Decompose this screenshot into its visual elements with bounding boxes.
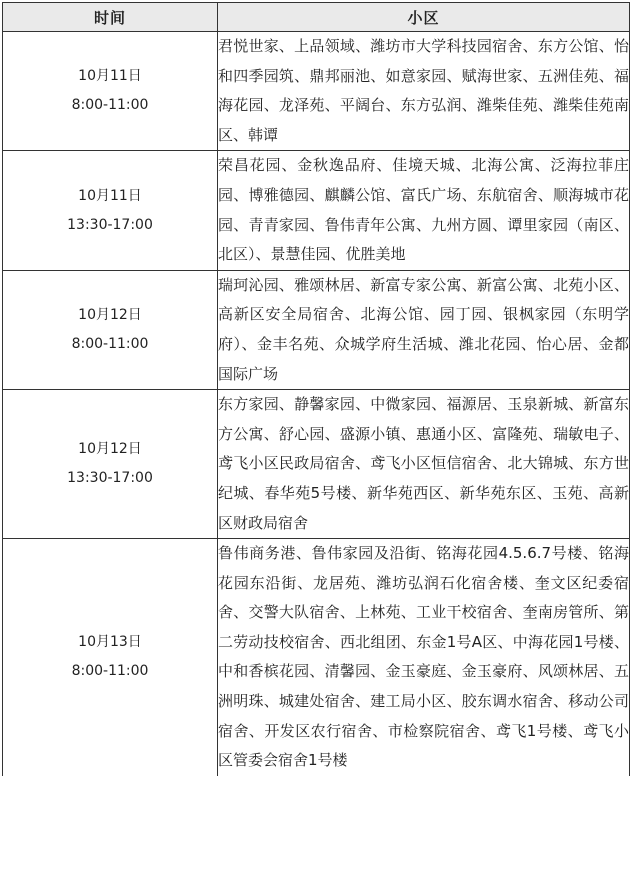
date-text: 10月12日 <box>78 306 142 323</box>
table-row <box>3 151 630 270</box>
table-row <box>3 539 630 776</box>
area-cell: 鲁伟商务港、鲁伟家园及沿街、铭海花园4.5.6.7号楼、铭海花园东沿街、龙居苑、潍坊弘润石化宿舍楼、奎文区纪委宿舍、交警大队宿舍、上林苑、工业干校宿舍、奎南房管所、第二劳动技校宿舍、西北组团、东金1号A区、中海花园1号楼、中和香槟花园、清馨园、金玉豪庭、金玉豪府、风颂林居、五洲明珠、城建处宿舍、建工局小区、胶东调水宿舍、移动公司宿舍、开发区农行宿舍、市检察院宿舍、鸢飞1号楼、鸢飞小区管委会宿舍1号楼 <box>218 539 630 776</box>
time-cell <box>3 270 218 389</box>
hours-text: 8:00-11:00 <box>71 97 149 114</box>
table-row <box>3 32 630 151</box>
hours-text: 8:00-11:00 <box>71 663 149 680</box>
time-cell <box>3 390 218 539</box>
hours-text: 8:00-11:00 <box>71 335 149 352</box>
date-text: 10月11日 <box>78 187 142 204</box>
date-text: 10月12日 <box>78 441 142 458</box>
area-cell: 君悦世家、上品领域、潍坊市大学科技园宿舍、东方公馆、怡和四季园筑、鼎邦丽池、如意家园、赋海世家、五洲佳苑、福海花园、龙泽苑、平阔台、东方弘润、潍柴佳苑、潍柴佳苑南区、韩谭 <box>218 32 630 151</box>
schedule-table <box>2 2 630 776</box>
table-row <box>3 390 630 539</box>
date-text: 10月11日 <box>78 68 142 85</box>
hours-text: 13:30-17:00 <box>67 216 153 233</box>
area-cell: 瑞珂沁园、雅颂林居、新富专家公寓、新富公寓、北苑小区、高新区安全局宿舍、北海公馆、园丁园、银枫家园（东明学府）、金丰名苑、众城学府生活城、潍北花园、怡心居、金都国际广场 <box>218 270 630 389</box>
time-cell <box>3 32 218 151</box>
table-row <box>3 270 630 389</box>
table-header-row <box>3 3 630 32</box>
column-header-time: 时间 <box>3 3 218 32</box>
time-cell <box>3 151 218 270</box>
area-cell: 荣昌花园、金秋逸品府、佳境天城、北海公寓、泛海拉菲庄园、博雅德园、麒麟公馆、富氏广场、东航宿舍、顺海城市花园、青青家园、鲁伟青年公寓、九州方圆、谭里家园（南区、北区）、景慧佳园、优胜美地 <box>218 151 630 270</box>
area-cell: 东方家园、静馨家园、中微家园、福源居、玉泉新城、新富东方公寓、舒心园、盛源小镇、惠通小区、富隆苑、瑞敏电子、鸢飞小区民政局宿舍、鸢飞小区恒信宿舍、北大锦城、东方世纪城、春华苑5号楼、新华苑西区、新华苑东区、玉苑、高新区财政局宿舍 <box>218 390 630 539</box>
date-text: 10月13日 <box>78 634 142 651</box>
hours-text: 13:30-17:00 <box>67 470 153 487</box>
column-header-area: 小区 <box>218 3 630 32</box>
time-cell <box>3 539 218 776</box>
